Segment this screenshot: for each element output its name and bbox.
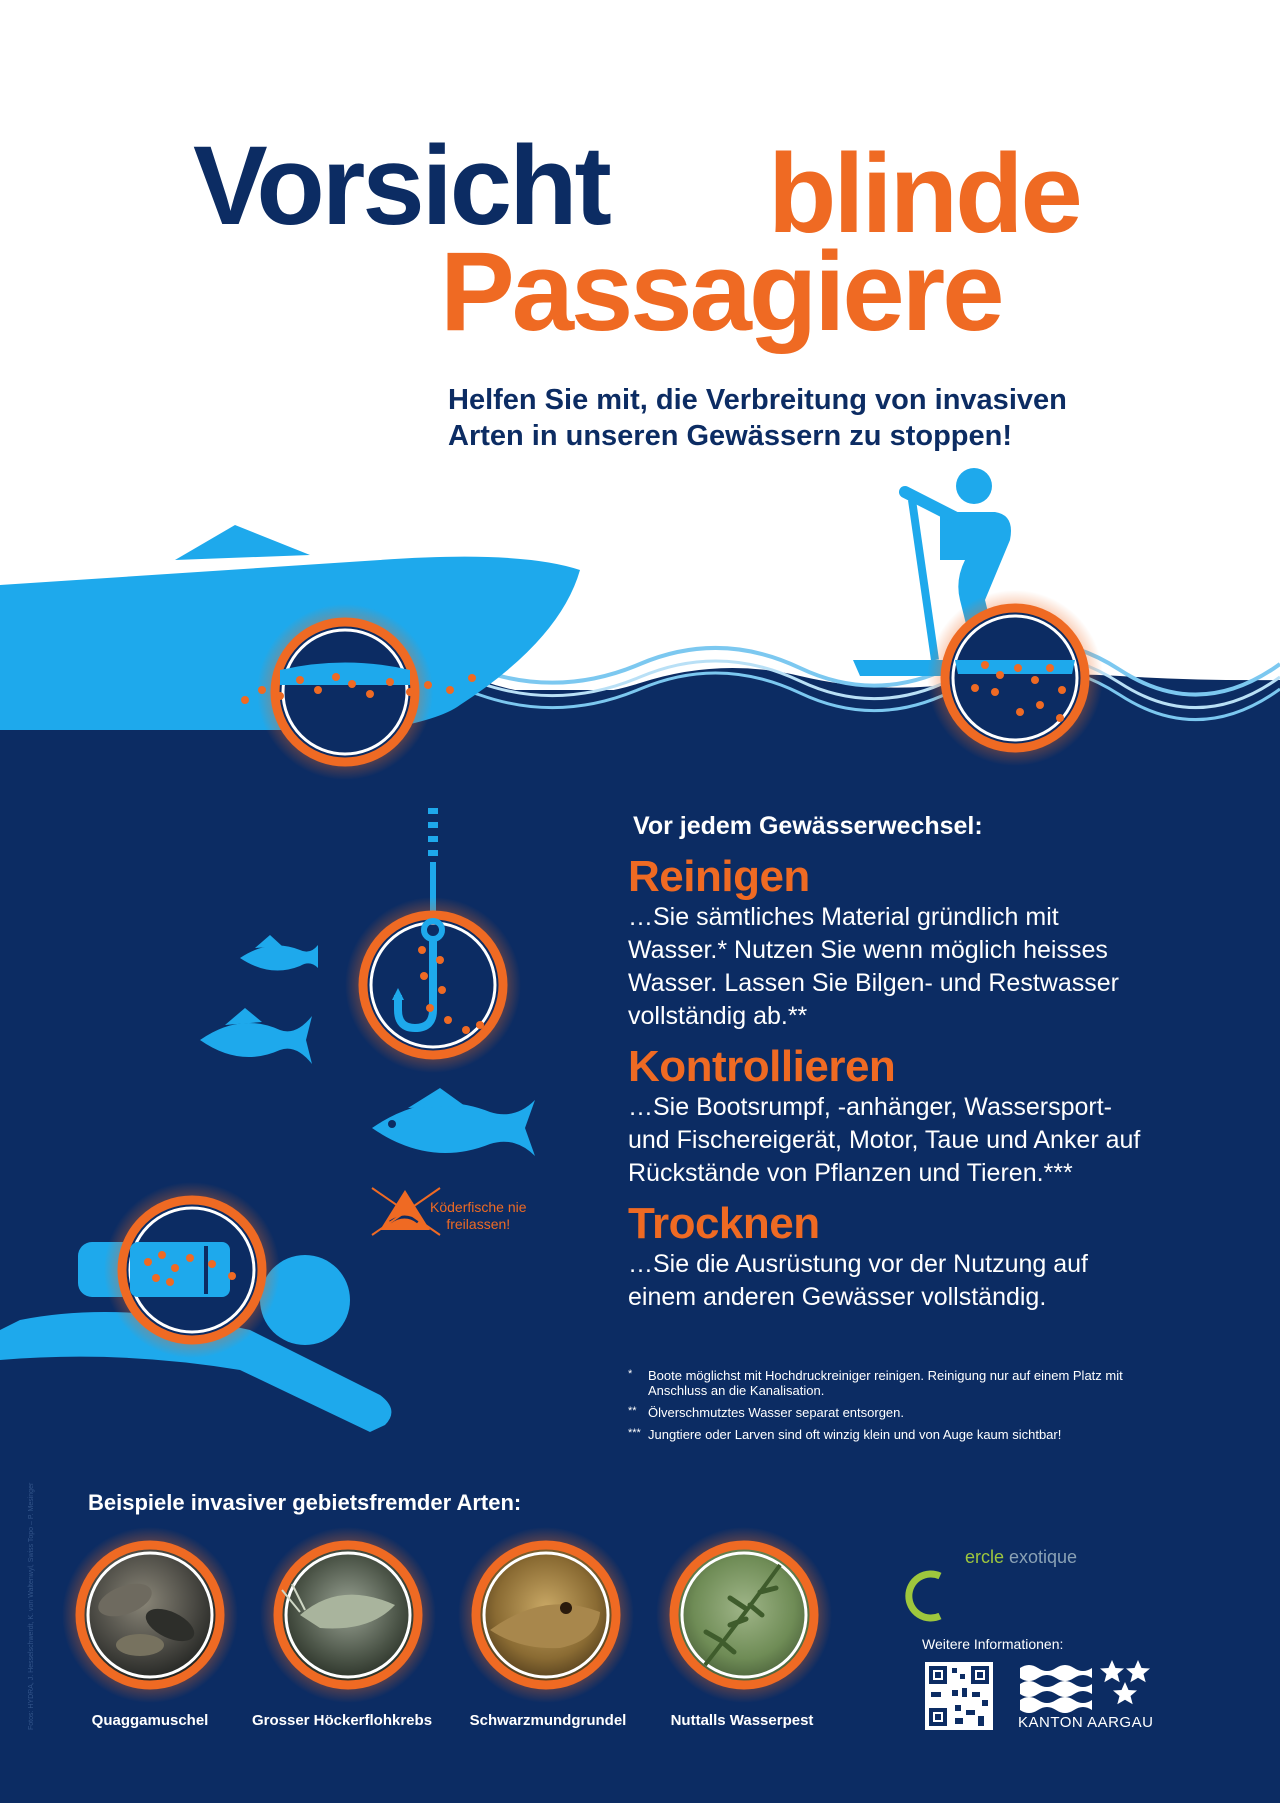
step-body [628,1091,1238,1190]
boat-cabin-icon [175,525,310,560]
species-photo-schwarzmundgrundel [458,1527,634,1703]
cercle-exotique-logo [925,1533,1085,1583]
instructions-intro: Vor jedem Gewässerwechsel: [633,812,983,840]
species-photo-hoeckerflohkrebs [260,1527,436,1703]
step-reinigen [628,853,1238,1033]
title-word-passagiere: Passagiere [440,229,1002,354]
more-info-label: Weitere Informationen: [922,1636,1064,1652]
cercle-sub: exotique [1004,1547,1078,1567]
bait-warning-label [430,1199,527,1233]
footnote [628,1368,1188,1398]
footnote-mark: * [628,1368,633,1380]
bait-warning-line: Köderfische nie [430,1199,527,1215]
step-line: …Sie Bootsrumpf, -anhänger, Wassersport- [628,1093,1112,1121]
title-word-vorsicht: Vorsicht [193,123,609,248]
species-label: Nuttalls Wasserpest [670,1712,814,1729]
hull-magnifier [275,622,415,762]
examples-title: Beispiele invasiver gebietsfremder Arten: [88,1490,522,1515]
footnote [628,1427,1188,1442]
footnote [628,1405,1188,1420]
subtitle-line: Arten in unseren Gewässern zu stoppen! [448,420,1012,452]
step-kontrollieren [628,1043,1238,1190]
photo-credit: Fotos: HYDRA, J. Hesselschwerdt, K. von Waltenwyl, Swiss Topo – P. Mesinger [28,1482,35,1730]
footnote-line: Anschluss an die Kanalisation. [648,1383,825,1398]
subtitle [448,382,1248,454]
footnote-mark: *** [628,1427,641,1439]
species-label: Schwarzmundgrundel [469,1712,627,1729]
step-title: Reinigen [628,852,810,901]
footnote-mark: ** [628,1405,637,1417]
step-line: …Sie sämtliches Material gründlich mit [628,903,1059,931]
step-trocknen [628,1200,1238,1314]
footnote-line: Ölverschmutztes Wasser separat entsorgen. [648,1405,905,1420]
species-label: Grosser Höckerflohkrebs [251,1712,433,1729]
instructions-block [628,812,1238,1324]
species-label: Quaggamuschel [91,1712,209,1729]
footnotes [628,1368,1188,1449]
kanton-aargau-label: KANTON AARGAU [1018,1714,1154,1731]
footnote-line: Boote möglichst mit Hochdruckreiniger reinigen. Reinigung nur auf einem Platz mit [648,1368,1123,1383]
footnote-line: Jungtiere oder Larven sind oft winzig klein und von Auge kaum sichtbar! [648,1427,1062,1442]
step-line: Wasser.* Nutzen Sie wenn möglich heisses [628,936,1108,964]
bait-warning-line: freilassen! [446,1216,511,1232]
cercle-name: ercle [965,1547,1005,1567]
step-line: und Fischereigerät, Motor, Taue und Anker auf [628,1126,1141,1154]
subtitle-line: Helfen Sie mit, die Verbreitung von invasiven [448,384,1067,416]
step-line: einem anderen Gewässer vollständig. [628,1283,1047,1311]
cercle-exotique-text [965,1547,1077,1568]
species-photo-wasserpest [656,1527,832,1703]
step-line: vollständig ab.** [628,1002,808,1030]
step-body [628,901,1238,1033]
step-title: Kontrollieren [628,1042,896,1091]
step-line: Wasser. Lassen Sie Bilgen- und Restwasser [628,969,1119,997]
board-magnifier [945,608,1085,748]
qr-code-icon [925,1662,993,1730]
step-title: Trocknen [628,1199,820,1248]
title-word-blinde: blinde [768,131,1080,256]
step-line: …Sie die Ausrüstung vor der Nutzung auf [628,1250,1088,1278]
step-body [628,1248,1238,1314]
species-photo-quaggamuschel [62,1527,238,1703]
step-line: Rückstände von Pflanzen und Tieren.*** [628,1159,1073,1187]
